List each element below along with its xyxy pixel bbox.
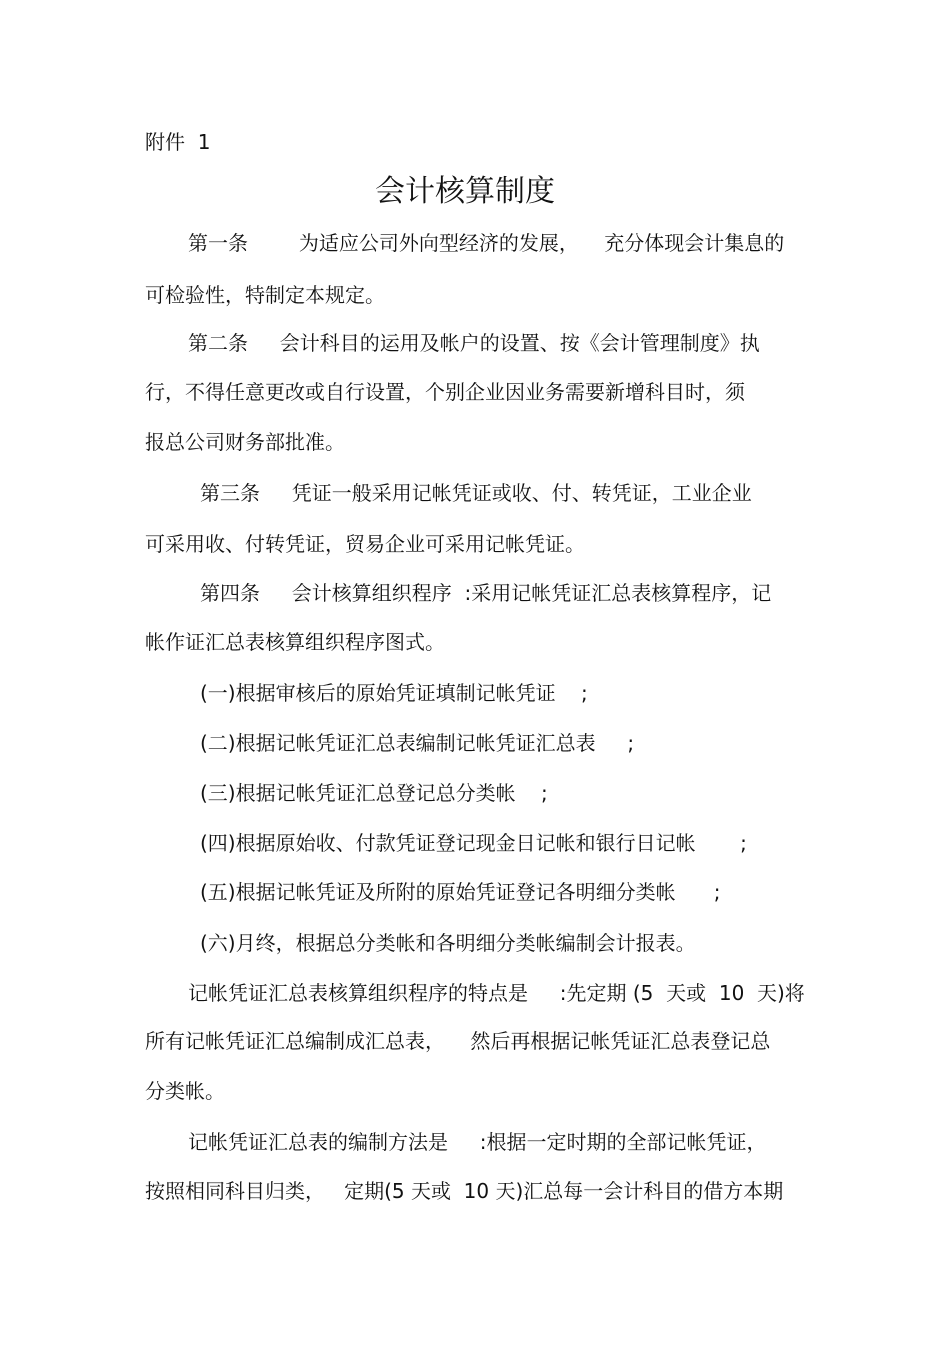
paragraph-line: 报总公司财务部批准。 xyxy=(145,430,345,454)
list-item: (二)根据记帐凭证汇总表编制记帐凭证汇总表 ; xyxy=(200,731,635,755)
paragraph-line: 所有记帐凭证汇总编制成汇总表， 然后再根据记帐凭证汇总表登记总 xyxy=(145,1029,771,1053)
paragraph-line: 可采用收、付转凭证，贸易企业可采用记帐凭证。 xyxy=(145,532,585,556)
paragraph-line: 按照相同科目归类， 定期(5 天或 10 天)汇总每一会计科目的借方本期 xyxy=(145,1179,784,1203)
attachment-label: 附件 1 xyxy=(145,130,211,154)
list-item: (六)月终，根据总分类帐和各明细分类帐编制会计报表。 xyxy=(200,931,696,955)
list-item: (五)根据记帐凭证及所附的原始凭证登记各明细分类帐 ; xyxy=(200,880,721,904)
list-item: (四)根据原始收、付款凭证登记现金日记帐和银行日记帐 ; xyxy=(200,831,747,855)
list-item: (一)根据审核后的原始凭证填制记帐凭证 ; xyxy=(200,681,588,705)
paragraph-line: 可检验性，特制定本规定。 xyxy=(145,283,385,307)
paragraph-line: 分类帐。 xyxy=(145,1079,225,1103)
paragraph-line: 行，不得任意更改或自行设置，个别企业因业务需要新增科目时，须 xyxy=(145,380,745,404)
paragraph-line: 第一条 为适应公司外向型经济的发展， 充分体现会计集息的 xyxy=(188,231,785,255)
paragraph-line: 帐作证汇总表核算组织程序图式。 xyxy=(145,630,445,654)
paragraph-line: 第三条 凭证一般采用记帐凭证或收、付、转凭证，工业企业 xyxy=(200,481,752,505)
list-item: (三)根据记帐凭证汇总登记总分类帐 ; xyxy=(200,781,548,805)
paragraph-line: 第四条 会计核算组织程序 :采用记帐凭证汇总表核算程序，记 xyxy=(200,581,772,605)
paragraph-line: 记帐凭证汇总表的编制方法是 :根据一定时期的全部记帐凭证， xyxy=(188,1130,767,1154)
paragraph-line: 记帐凭证汇总表核算组织程序的特点是 :先定期 (5 天或 10 天)将 xyxy=(188,981,805,1005)
page-title: 会计核算制度 xyxy=(375,174,555,209)
paragraph-line: 第二条 会计科目的运用及帐户的设置、按《会计管理制度》执 xyxy=(188,331,760,355)
